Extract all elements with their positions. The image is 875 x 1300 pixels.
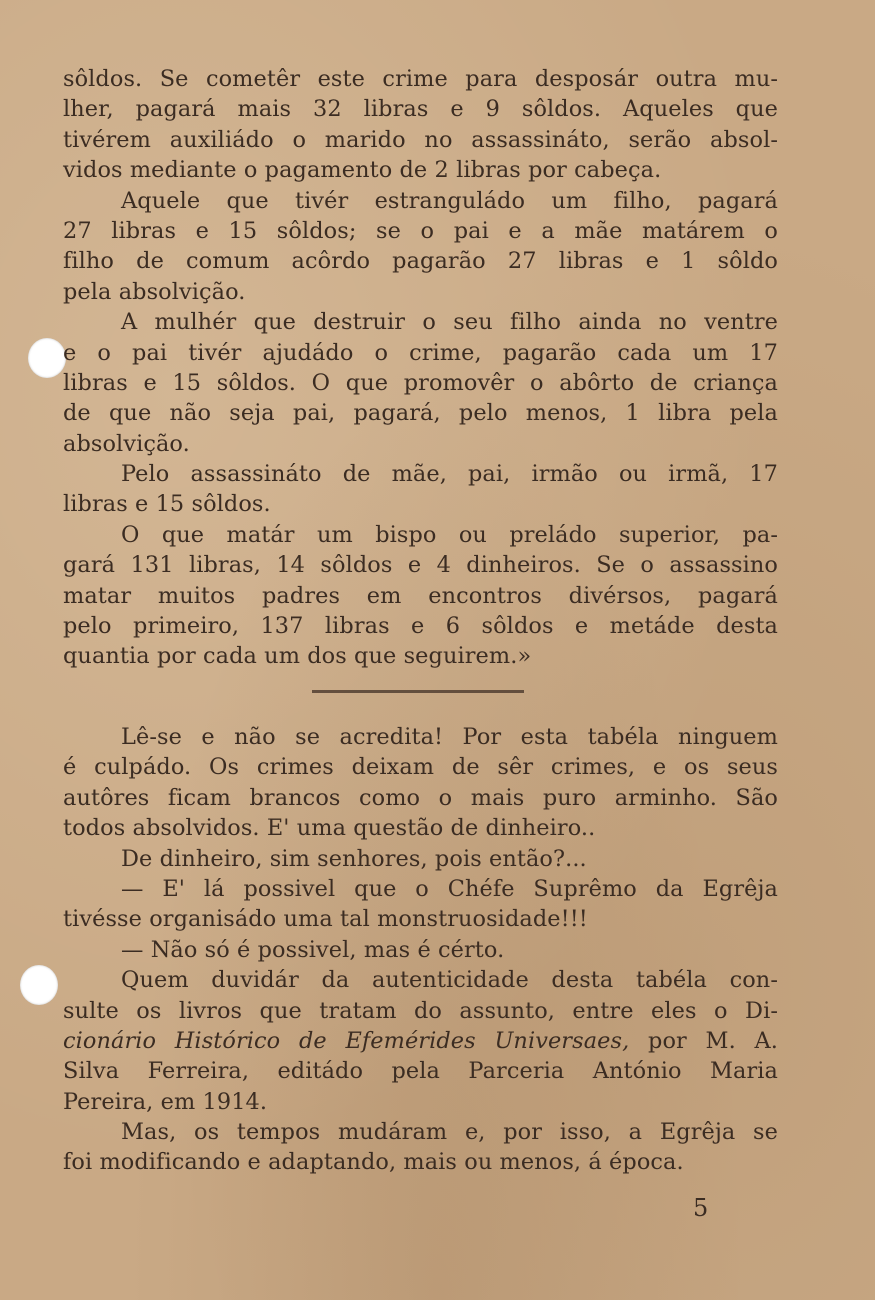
citation-line (63, 1026, 778, 1056)
text-line: tivérem auxiliádo o marido no assassináto, serão absol- (63, 126, 778, 153)
text-line: libras e 15 sôldos. O que promovêr o abôrto de criança (63, 369, 778, 396)
citation-line: Pereira, em 1914. (63, 1088, 268, 1115)
text-line: vidos mediante o pagamento de 2 libras por cabeça. (63, 157, 662, 184)
text-line: lher, pagará mais 32 libras e 9 sôldos. Aqueles que (63, 96, 778, 123)
text-line: De dinheiro, sim senhores, pois então?... (121, 845, 587, 872)
text-line: Quem duvidár da autenticidade desta tabéla con- (121, 967, 778, 994)
text-line: pela absolvição. (63, 278, 246, 305)
text-line: foi modificando e adaptando, mais ou menos, á época. (63, 1149, 684, 1176)
section-divider (312, 690, 524, 693)
text-line: pelo primeiro, 137 libras e 6 sôldos e metáde desta (63, 613, 778, 640)
binding-hole-bottom (20, 965, 58, 1005)
text-block-top (63, 64, 778, 672)
text-line: Mas, os tempos mudáram e, por isso, a Egrêja se (121, 1119, 778, 1146)
binding-hole-top (28, 338, 66, 378)
text-line: 27 libras e 15 sôldos; se o pai e a mãe matárem o (63, 217, 778, 244)
text-line: todos absolvidos. E' uma questão de dinheiro.. (63, 815, 596, 842)
text-line: A mulhér que destruir o seu filho ainda no ventre (121, 309, 778, 336)
text-line: absolvição. (63, 430, 190, 457)
text-line: tivésse organisádo uma tal monstruosidade!!! (63, 906, 588, 933)
text-line: libras e 15 sôldos. (63, 491, 271, 518)
text-line: — E' lá possivel que o Chéfe Suprêmo da Egrêja (121, 875, 778, 902)
text-line: — Não só é possivel, mas é cérto. (121, 936, 505, 963)
citation-author: por M. A. (629, 1027, 778, 1054)
text-line: autôres ficam brancos como o mais puro arminho. São (63, 784, 778, 811)
text-line: de que não seja pai, pagará, pelo menos, 1 libra pela (63, 400, 778, 427)
text-line: Pelo assassináto de mãe, pai, irmão ou irmã, 17 (121, 461, 778, 488)
text-line: quantia por cada um dos que seguirem.» (63, 643, 532, 670)
text-line: O que matár um bispo ou preládo superior, pa- (121, 521, 778, 548)
text-line: sulte os livros que tratam do assunto, entre eles o Di- (63, 997, 778, 1024)
text-block-bottom (63, 722, 778, 1178)
text-line: é culpádo. Os crimes deixam de sêr crimes, e os seus (63, 754, 778, 781)
citation-line: Silva Ferreira, editádo pela Parceria António Maria (63, 1058, 778, 1085)
text-line: Aquele que tivér estranguládo um filho, pagará (121, 187, 778, 214)
page-number: 5 (693, 1194, 709, 1222)
text-line: sôldos. Se cometêr este crime para desposár outra mu- (63, 66, 778, 92)
text-line: matar muitos padres em encontros divérsos, pagará (63, 582, 778, 609)
text-line: filho de comum acôrdo pagarão 27 libras e 1 sôldo (63, 248, 778, 275)
text-line: e o pai tivér ajudádo o crime, pagarão cada um 17 (63, 339, 778, 366)
book-title: cionário Histórico de Efemérides Universaes, (63, 1027, 630, 1054)
text-line: gará 131 libras, 14 sôldos e 4 dinheiros. Se o assassino (63, 552, 778, 579)
text-line: Lê-se e não se acredita! Por esta tabéla ninguem (121, 724, 778, 750)
